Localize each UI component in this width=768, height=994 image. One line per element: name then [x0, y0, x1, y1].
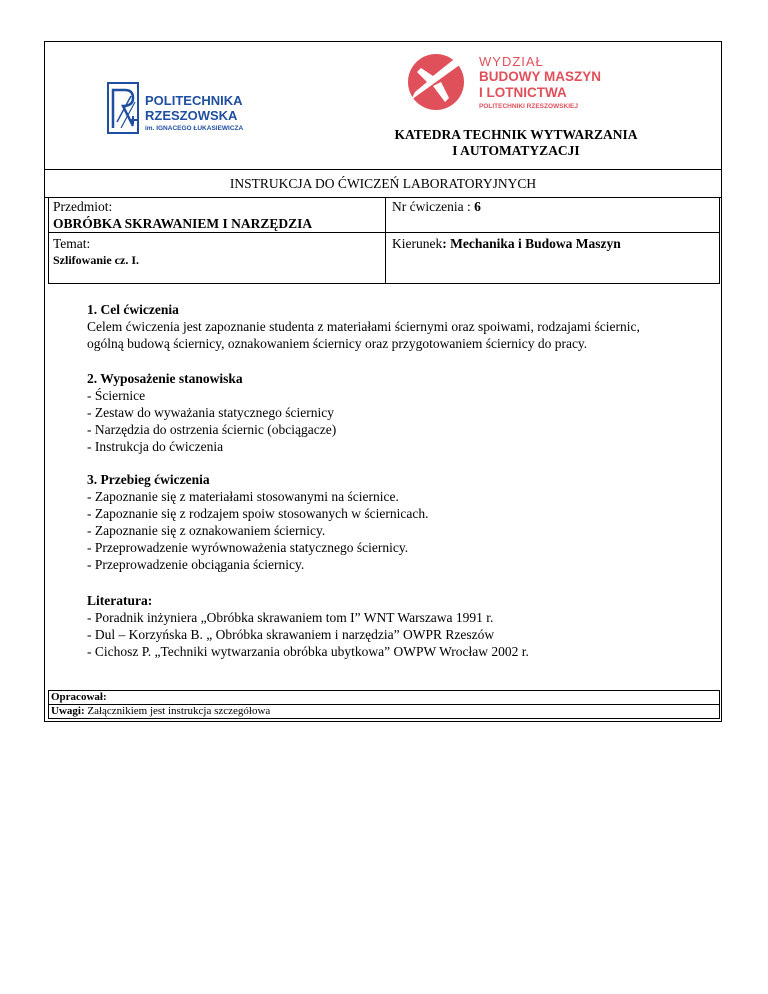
politechnika-line2: RZESZOWSKA [145, 108, 238, 123]
politechnika-line1: POLITECHNIKA [145, 93, 243, 108]
politechnika-emblem-icon [107, 82, 139, 134]
katedra-line1: KATEDRA TECHNIK WYTWARZANIA [394, 127, 638, 142]
info-divider-v [385, 197, 386, 284]
document-title: INSTRUKCJA DO ĆWICZEŃ LABORATORYJNYCH [229, 176, 537, 191]
list-item: - Zapoznanie się z oznakowaniem ściernicy. [87, 523, 326, 538]
list-item: - Zestaw do wyważania statycznego ściernicy [87, 405, 335, 420]
literatura-list [87, 609, 529, 660]
politechnika-subtitle: im. IGNACEGO ŁUKASIEWICZA [145, 125, 244, 132]
list-item: - Instrukcja do ćwiczenia [87, 439, 224, 454]
przedmiot-value: OBRÓBKA SKRAWANIEM I NARZĘDZIA [53, 216, 313, 231]
wydzial-subtitle: POLITECHNIKI RZESZOWSKIEJ [479, 103, 578, 110]
uwagi-value: Załącznikiem jest instrukcja szczegółowa [84, 705, 271, 717]
temat-label: Temat: [53, 236, 91, 251]
kierunek [392, 235, 621, 252]
przedmiot-label: Przedmiot: [53, 199, 113, 214]
cel-title: 1. Cel ćwiczenia [87, 302, 179, 317]
list-item: - Przeprowadzenie obciągania ściernicy. [87, 557, 305, 572]
wyposazenie-list [87, 387, 336, 455]
temat-value: Szlifowanie cz. I. [53, 253, 139, 267]
kierunek-label: Kierunek [392, 236, 443, 251]
wydzial-logo [403, 52, 623, 112]
nr-value: 6 [474, 199, 481, 214]
list-item: - Dul – Korzyńska B. „ Obróbka skrawaniem i narzędzia” OWPR Rzeszów [87, 627, 495, 642]
wydzial-line3: I LOTNICTWA [479, 85, 567, 100]
airplane-emblem-icon [403, 52, 471, 112]
list-item: - Przeprowadzenie wyrównoważenia statycznego ściernicy. [87, 540, 409, 555]
nr-cwiczenia [392, 198, 481, 215]
uwagi-label: Uwagi: [51, 705, 85, 717]
politechnika-logo [107, 82, 277, 134]
uwagi [51, 705, 270, 718]
wydzial-line2: BUDOWY MASZYN [479, 69, 602, 84]
cel-line2: ogólną budową ściernicy, oznakowaniem ściernicy oraz przygotowaniem ściernicy do pracy. [87, 336, 588, 351]
kierunek-value: : Mechanika i Budowa Maszyn [442, 236, 621, 251]
literatura-title: Literatura: [87, 593, 153, 608]
info-divider-h [48, 232, 720, 233]
list-item: - Narzędzia do ostrzenia ściernic (obciągacze) [87, 422, 337, 437]
list-item: - Cichosz P. „Techniki wytwarzania obróbka ubytkowa” OWPW Wrocław 2002 r. [87, 644, 529, 659]
divider-header [44, 169, 722, 170]
list-item: - Zapoznanie się z rodzajem spoiw stosowanych w ściernicach. [87, 506, 429, 521]
list-item: - Zapoznanie się z materiałami stosowanymi na ściernice. [87, 489, 399, 504]
list-item: - Ściernice [87, 388, 146, 403]
list-item: - Poradnik inżyniera „Obróbka skrawaniem tom I” WNT Warszawa 1991 r. [87, 610, 494, 625]
katedra-line2: I AUTOMATYZACJI [452, 143, 580, 158]
wydzial-line1: WYDZIAŁ [479, 54, 544, 69]
przebieg-title: 3. Przebieg ćwiczenia [87, 472, 210, 487]
wyposazenie-title: 2. Wyposażenie stanowiska [87, 371, 243, 386]
cel-line1: Celem ćwiczenia jest zapoznanie studenta z materiałami ściernymi oraz spoiwami, rodzajami ściernic, [87, 319, 640, 334]
nr-label: Nr ćwiczenia : [392, 199, 475, 214]
przebieg-list [87, 488, 429, 573]
opracowal-label: Opracował: [51, 691, 107, 703]
